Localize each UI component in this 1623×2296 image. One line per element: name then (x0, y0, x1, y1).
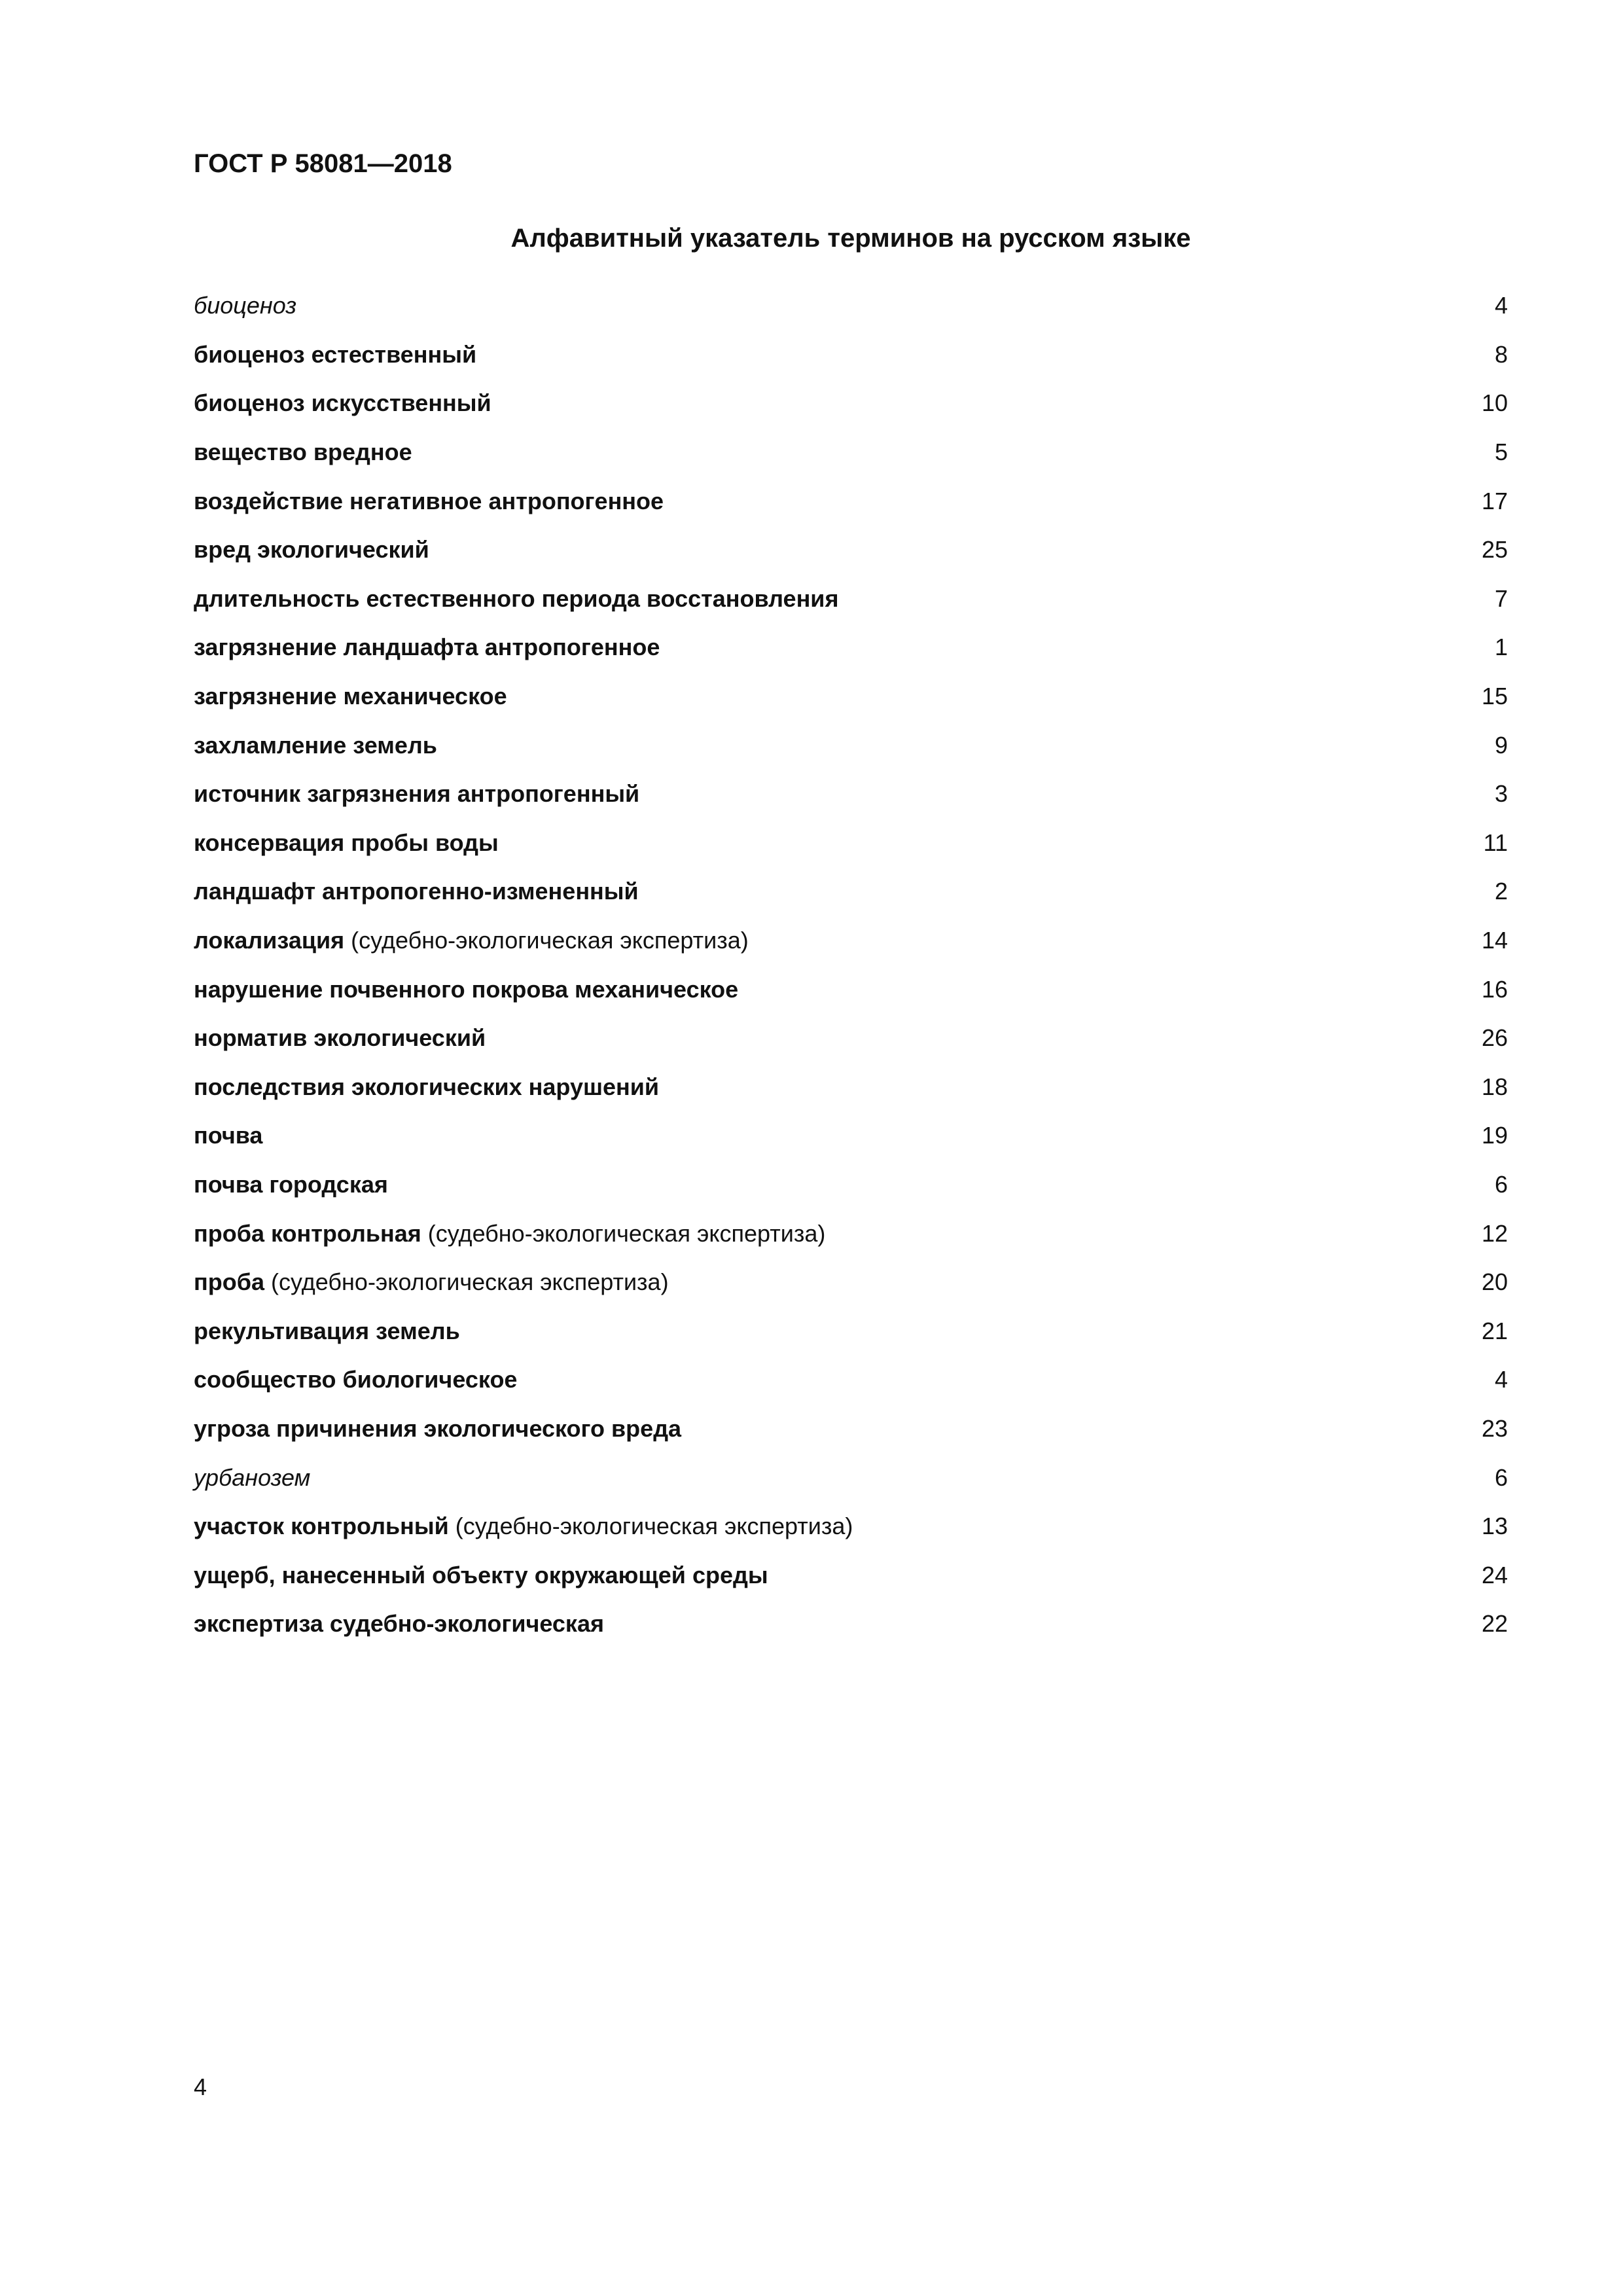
index-term: участок контрольный (194, 1513, 449, 1540)
index-entry (194, 1502, 1508, 1551)
index-entry (194, 281, 1508, 331)
index-term-qualifier: (судебно-экологическая экспертиза) (427, 1219, 826, 1247)
index-entry (194, 1405, 1508, 1454)
index-term: загрязнение ландшафта антропогенное (194, 634, 660, 661)
index-page-ref: 18 (1481, 1073, 1508, 1100)
index-entry (194, 1355, 1508, 1405)
index-term: консервация пробы воды (194, 829, 499, 856)
index-term: почва городская (194, 1170, 388, 1198)
index-term: нарушение почвенного покрова механическое (194, 975, 739, 1003)
index-term: вещество вредное (194, 439, 412, 466)
index-entry-text (194, 634, 660, 661)
index-page-ref: 9 (1494, 731, 1508, 759)
index-entry-text (194, 1513, 853, 1540)
index-term: норматив экологический (194, 1024, 486, 1052)
index-entry-text (194, 1268, 669, 1296)
index-page-ref: 25 (1481, 536, 1508, 564)
index-term: последствия экологических нарушений (194, 1073, 659, 1100)
index-page-ref: 2 (1494, 878, 1508, 905)
index-entry (194, 428, 1508, 477)
index-entry (194, 672, 1508, 721)
index-entry-text (194, 585, 838, 613)
document-code: ГОСТ Р 58081—2018 (194, 149, 452, 178)
index-term: биоценоз (194, 292, 297, 319)
index-entry (194, 965, 1508, 1014)
index-term-qualifier: (судебно-экологическая экспертиза) (351, 927, 749, 954)
index-page-ref: 4 (1494, 292, 1508, 319)
index-entry-text (194, 1366, 517, 1393)
index-page-ref: 15 (1481, 683, 1508, 710)
index-entry-text (194, 780, 639, 808)
index-entry (194, 1258, 1508, 1307)
index-entry (194, 331, 1508, 380)
index-entry-text (194, 732, 437, 759)
index-entry (194, 1551, 1508, 1600)
index-term: почва (194, 1122, 263, 1149)
index-entry-text (194, 1415, 681, 1443)
index-entry-text (194, 292, 296, 319)
index-entry (194, 1209, 1508, 1258)
index-entry (194, 1111, 1508, 1160)
index-page-ref: 1 (1494, 634, 1508, 661)
index-page-ref: 8 (1494, 340, 1508, 368)
index-page-ref: 24 (1481, 1561, 1508, 1588)
index-entry-text (194, 389, 491, 417)
index-entry (194, 623, 1508, 672)
index-term: угроза причинения экологического вреда (194, 1414, 682, 1442)
index-term: биоценоз искусственный (194, 389, 491, 417)
index-page-ref: 4 (1494, 1366, 1508, 1393)
index-entry-text (194, 1122, 262, 1149)
index-entry (194, 916, 1508, 965)
index-page-ref: 20 (1481, 1268, 1508, 1296)
index-term: длительность естественного периода восстановления (194, 584, 839, 612)
index-term: ландшафт антропогенно-измененный (194, 878, 639, 905)
index-term: локализация (194, 927, 345, 954)
index-entry (194, 1160, 1508, 1210)
index-entry-text (194, 1610, 604, 1638)
index-term: урбанозем (194, 1463, 311, 1491)
index-page-ref: 23 (1481, 1414, 1508, 1442)
index-entry-text (194, 829, 499, 857)
index-entry (194, 1453, 1508, 1502)
index-entry (194, 1306, 1508, 1355)
index-page-ref: 13 (1481, 1513, 1508, 1540)
index-entry (194, 476, 1508, 526)
index-term: проба контрольная (194, 1219, 421, 1247)
index-entry-text (194, 927, 749, 954)
index-term: рекультивация земель (194, 1317, 460, 1344)
index-term: вред экологический (194, 536, 429, 564)
index-entry-text (194, 683, 507, 710)
index-term: биоценоз естественный (194, 340, 477, 368)
index-page-ref: 5 (1494, 439, 1508, 466)
index-term-qualifier: (судебно-экологическая экспертиза) (455, 1513, 853, 1540)
index-entry (194, 1600, 1508, 1649)
index-entry-text (194, 1464, 310, 1492)
index-page-ref: 21 (1481, 1317, 1508, 1344)
index-entry (194, 1063, 1508, 1112)
term-index-list (194, 281, 1508, 1649)
index-entry-text (194, 1318, 460, 1345)
index-term: ущерб, нанесенный объекту окружающей среды (194, 1561, 768, 1588)
index-entry-text (194, 536, 429, 564)
index-page-ref: 3 (1494, 780, 1508, 808)
index-entry-text (194, 341, 476, 368)
index-entry-text (194, 488, 664, 515)
index-term-qualifier: (судебно-экологическая экспертиза) (271, 1268, 669, 1296)
index-page-ref: 6 (1494, 1463, 1508, 1491)
index-entry-text (194, 1562, 768, 1589)
index-page-ref: 12 (1481, 1219, 1508, 1247)
index-term: проба (194, 1268, 264, 1296)
index-page-ref: 7 (1494, 584, 1508, 612)
index-entry-text (194, 976, 738, 1003)
index-page-ref: 19 (1481, 1122, 1508, 1149)
index-page-ref: 11 (1483, 829, 1508, 856)
index-page-ref: 16 (1481, 975, 1508, 1003)
index-entry (194, 819, 1508, 868)
index-entry (194, 526, 1508, 575)
index-page-ref: 6 (1494, 1170, 1508, 1198)
index-term: экспертиза судебно-экологическая (194, 1610, 604, 1638)
index-term: источник загрязнения антропогенный (194, 780, 640, 808)
index-entry (194, 770, 1508, 819)
index-entry-text (194, 1024, 486, 1052)
index-entry (194, 1014, 1508, 1063)
index-term: сообщество биологическое (194, 1366, 518, 1393)
index-page-ref: 22 (1481, 1610, 1508, 1638)
index-page-ref: 14 (1481, 927, 1508, 954)
page-number: 4 (194, 2073, 207, 2100)
index-entry-text (194, 1073, 659, 1101)
index-entry (194, 867, 1508, 916)
index-page-ref: 26 (1481, 1024, 1508, 1052)
index-term: воздействие негативное антропогенное (194, 487, 664, 514)
index-entry (194, 575, 1508, 624)
index-page-ref: 17 (1481, 487, 1508, 514)
index-entry (194, 379, 1508, 428)
index-entry-text (194, 1171, 388, 1198)
index-entry-text (194, 1220, 825, 1247)
index-entry-text (194, 439, 412, 466)
index-page-ref: 10 (1481, 389, 1508, 417)
index-term: захламление земель (194, 731, 437, 759)
index-title: Алфавитный указатель терминов на русском языке (510, 224, 1191, 253)
index-entry-text (194, 878, 639, 905)
index-entry (194, 721, 1508, 770)
index-term: загрязнение механическое (194, 683, 507, 710)
